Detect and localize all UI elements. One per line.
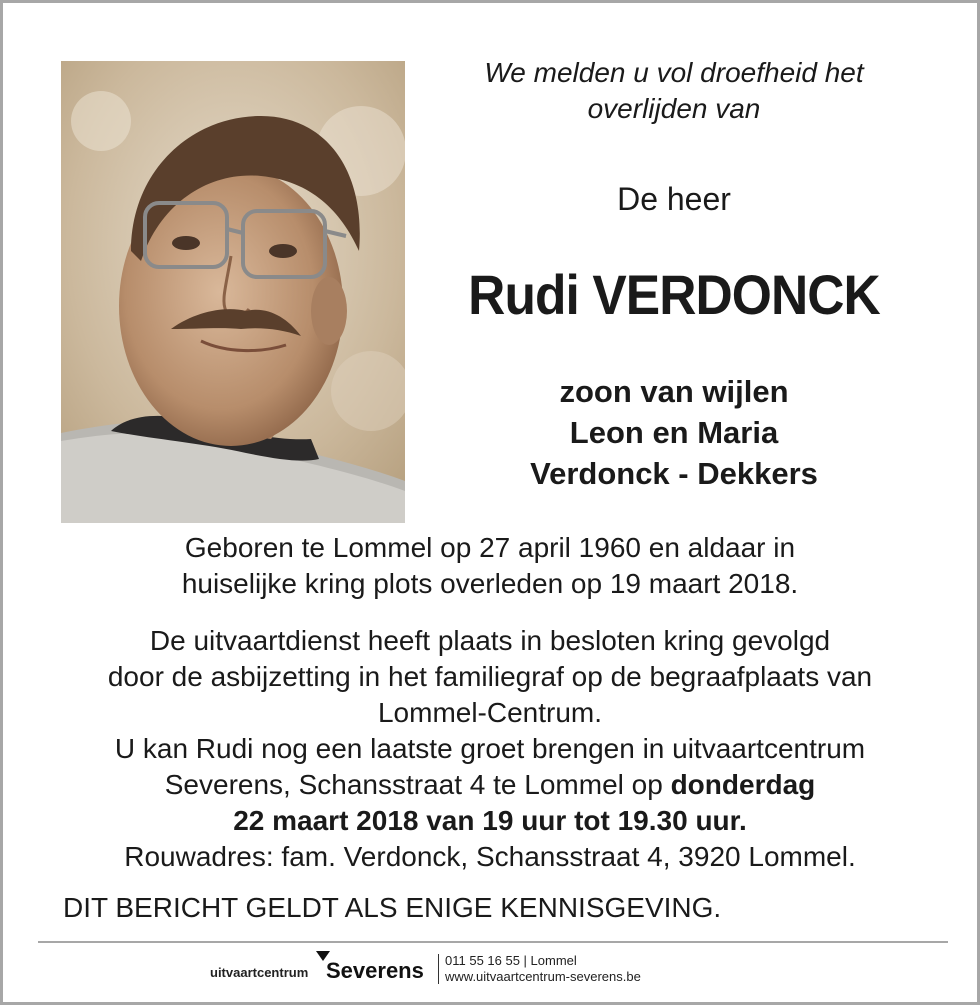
parents-line: Leon en Maria xyxy=(569,415,779,450)
service-block xyxy=(23,623,957,875)
footer-contact xyxy=(445,953,641,985)
notice-text: DIT BERICHT GELDT ALS ENIGE KENNISGEVING. xyxy=(63,892,722,923)
mourning-address: Rouwadres: fam. Verdonck, Schansstraat 4, 3920 Lommel. xyxy=(124,841,856,872)
service-line: Lommel-Centrum. xyxy=(377,697,603,728)
intro-line: We melden u vol droefheid het xyxy=(484,57,864,88)
service-line xyxy=(23,767,957,803)
portrait-photo xyxy=(61,61,405,523)
footer-logo xyxy=(210,948,730,988)
service-datetime-text: 22 maart 2018 van 19 uur tot 19.30 uur. xyxy=(233,805,747,836)
service-location-text: Severens, Schansstraat 4 te Lommel op xyxy=(164,769,671,800)
salutation: De heer xyxy=(617,181,731,217)
parents-line: Verdonck - Dekkers xyxy=(530,456,818,491)
parents-line: zoon van wijlen xyxy=(559,374,789,409)
service-day: donderdag xyxy=(670,769,816,800)
service-line: door de asbijzetting in het familiegraf op de begraafplaats van xyxy=(107,661,873,692)
footer-phone: 011 55 16 55 | Lommel xyxy=(445,953,577,968)
death-line: huiselijke kring plots overleden op 19 maart 2018. xyxy=(181,568,799,599)
intro-line: overlijden van xyxy=(587,93,761,124)
footer-divider xyxy=(38,941,948,943)
footer-separator xyxy=(438,954,439,984)
service-line: De uitvaartdienst heeft plaats in besloten kring gevolgd xyxy=(149,625,831,656)
parents-block xyxy=(433,371,915,494)
deceased-name: Rudi VERDONCK xyxy=(468,263,880,326)
service-datetime xyxy=(23,803,957,839)
footer-website[interactable]: www.uitvaartcentrum-severens.be xyxy=(445,969,641,984)
birth-line: Geboren te Lommel op 27 april 1960 en aldaar in xyxy=(184,532,796,563)
brand-name: Severens xyxy=(326,958,424,983)
brand-prefix: uitvaartcentrum xyxy=(210,965,309,980)
birth-death-block xyxy=(23,530,957,602)
service-line: U kan Rudi nog een laatste groet brengen in uitvaartcentrum xyxy=(114,733,866,764)
intro-text xyxy=(433,55,915,127)
